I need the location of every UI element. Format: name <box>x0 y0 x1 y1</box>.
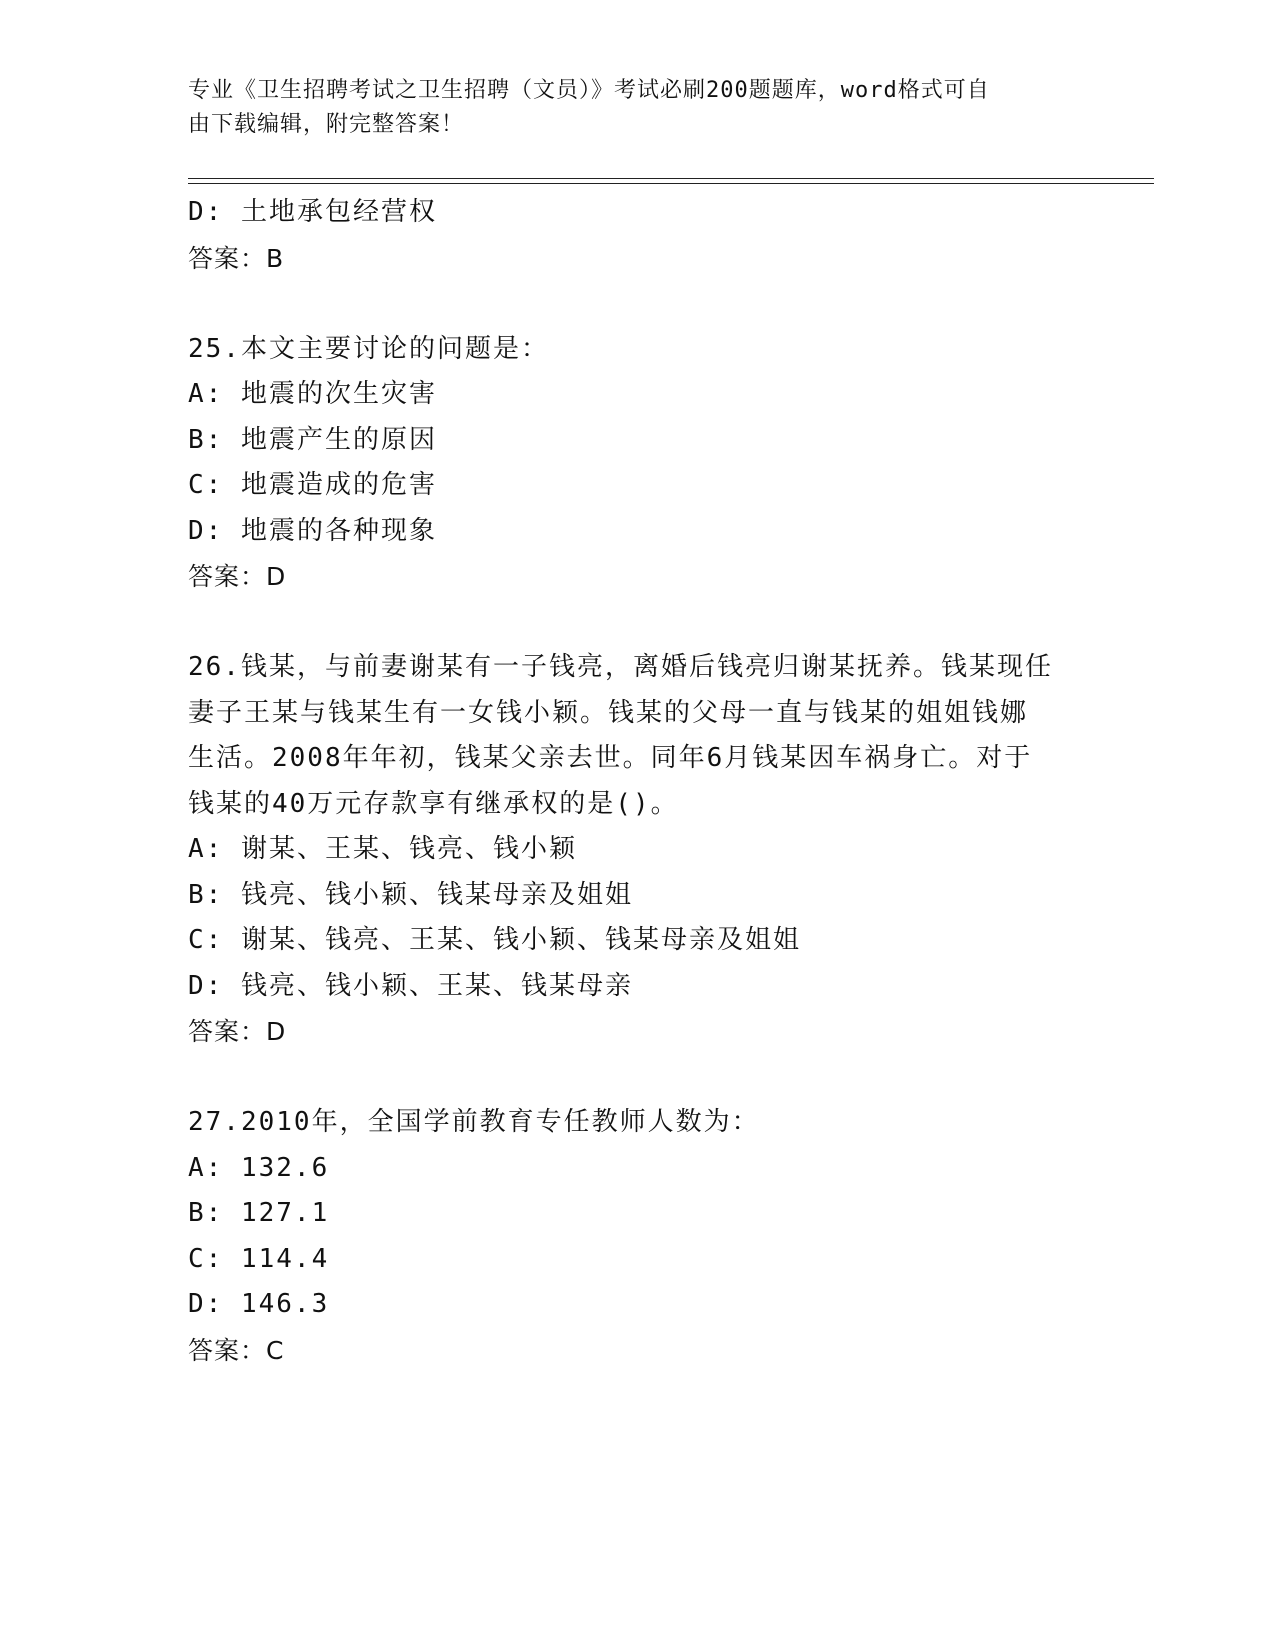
option-d: D: 钱亮、钱小颖、王某、钱某母亲 <box>188 970 633 1001</box>
question-stem-line-1: 26.钱某，与前妻谢某有一子钱亮，离婚后钱亮归谢某抚养。钱某现任 <box>188 652 1053 682</box>
option-a: A: 132.6 <box>188 1152 330 1183</box>
option-c: C: 地震造成的危害 <box>188 470 437 500</box>
question-stem-line-4: 钱某的40万元存款享有继承权的是()。 <box>188 788 679 819</box>
option-d: D: 土地承包经营权 <box>188 197 437 227</box>
option-c: C: 114.4 <box>188 1243 330 1274</box>
answer-line: 答案：D <box>188 562 287 591</box>
option-d: D: 146.3 <box>188 1289 330 1319</box>
option-d: D: 地震的各种现象 <box>188 515 437 546</box>
header-line-2: 由下载编辑，附完整答案！ <box>188 112 465 137</box>
answer-line: 答案：B <box>188 243 285 273</box>
question-26 <box>188 645 1088 1055</box>
question-stem-line-2: 妻子王某与钱某生有一女钱小颖。钱某的父母一直与钱某的姐姐钱娜 <box>188 697 1029 728</box>
question-stem: 27.2010年，全国学前教育专任教师人数为： <box>188 1107 760 1137</box>
question-stem-line-3: 生活。2008年年初，钱某父亲去世。同年6月钱某因车祸身亡。对于 <box>188 743 1033 773</box>
spacer <box>188 600 1088 646</box>
option-a: A: 地震的次生灾害 <box>188 379 437 409</box>
answer-line: 答案：C <box>188 1335 285 1365</box>
option-b: B: 钱亮、钱小颖、钱某母亲及姐姐 <box>188 879 633 910</box>
previous-question-fragment <box>188 190 1088 281</box>
header-divider-bottom <box>188 183 1154 184</box>
option-b: B: 地震产生的原因 <box>188 424 437 455</box>
answer-line: 答案：D <box>188 1017 287 1046</box>
question-27 <box>188 1100 1088 1373</box>
option-c: C: 谢某、钱亮、王某、钱小颖、钱某母亲及姐姐 <box>188 925 801 955</box>
document-body <box>188 190 1088 1373</box>
option-a: A: 谢某、王某、钱亮、钱小颖 <box>188 834 577 864</box>
header-line-1: 专业《卫生招聘考试之卫生招聘（文员）》考试必刷200题题库，word格式可自 <box>188 78 990 103</box>
option-b: B: 127.1 <box>188 1198 330 1228</box>
spacer <box>188 1055 1088 1101</box>
header-divider-top <box>188 178 1154 179</box>
question-25 <box>188 327 1088 600</box>
question-stem: 25.本文主要讨论的问题是： <box>188 333 549 364</box>
spacer <box>188 281 1088 327</box>
document-header <box>188 74 1068 142</box>
